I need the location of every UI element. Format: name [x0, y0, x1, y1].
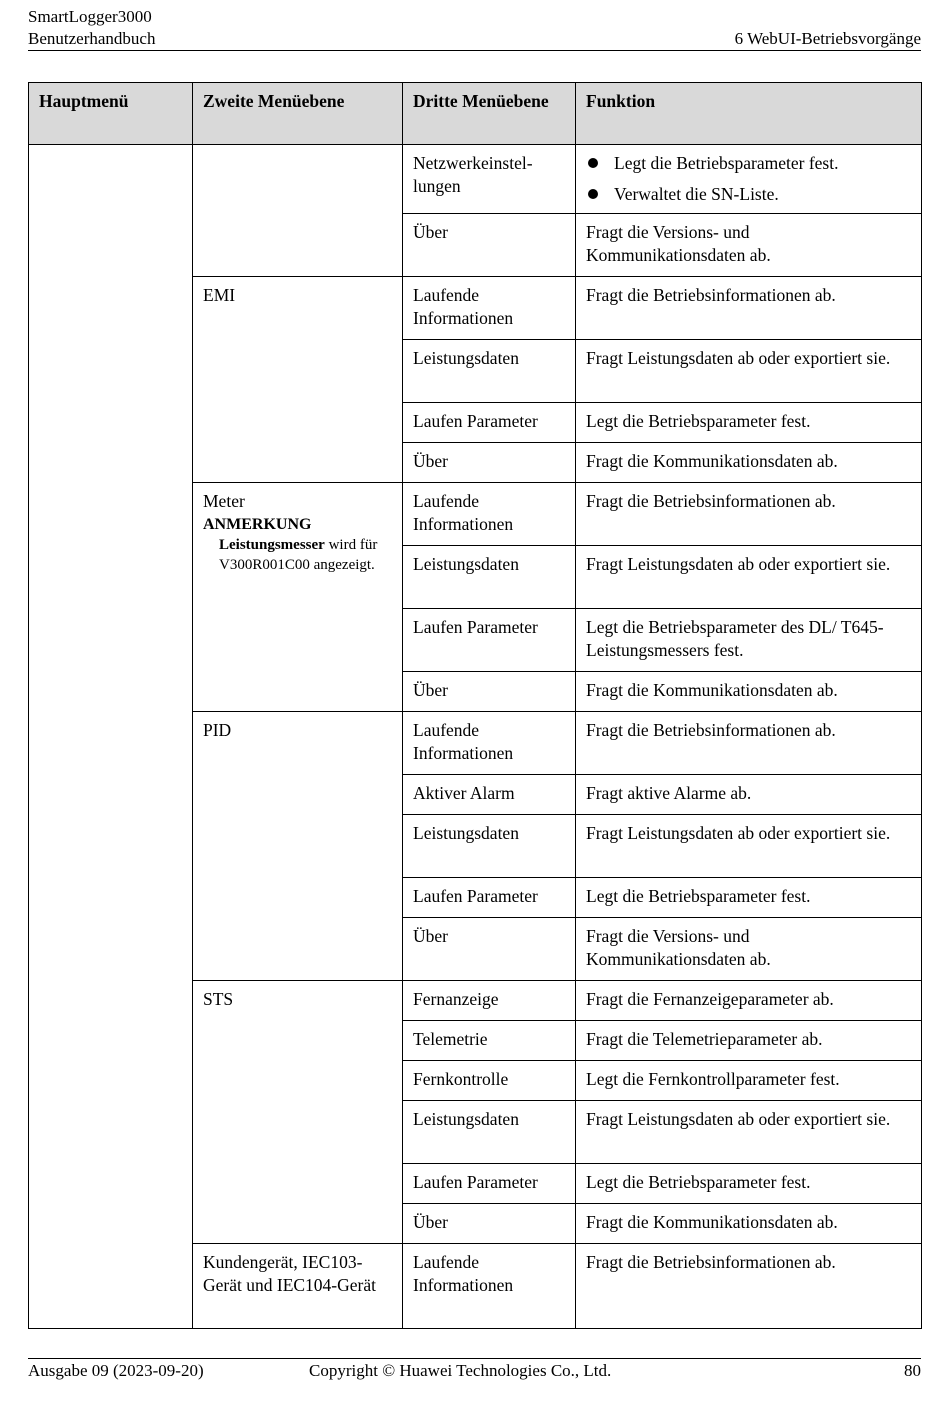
note-body	[203, 535, 392, 575]
function-cell: Fragt die Kommunikationsdaten ab.	[576, 1204, 922, 1244]
third-menu-cell: Über	[403, 918, 576, 981]
bullet-icon	[588, 189, 598, 199]
bullet-text: Legt die Betriebsparameter fest.	[614, 153, 839, 173]
footer-divider	[28, 1358, 921, 1359]
function-cell: Fragt die Betriebsinformationen ab.	[576, 277, 922, 340]
bullet-icon	[588, 158, 598, 168]
column-header: Zweite Menüebene	[193, 83, 403, 145]
second-menu-cell: STS	[193, 981, 403, 1244]
note-text: wird für V300R001C00 angezeigt.	[219, 537, 378, 573]
third-menu-cell: Über	[403, 214, 576, 277]
table-header-row	[29, 83, 922, 145]
function-cell: Legt die Betriebsparameter des DL/ T645-Leistungsmessers fest.	[576, 609, 922, 672]
function-cell: Legt die Betriebsparameter fest.	[576, 403, 922, 443]
page-number: 80	[904, 1361, 921, 1380]
note-title: ANMERKUNG	[203, 516, 312, 533]
third-menu-cell: Laufen Parameter	[403, 878, 576, 918]
third-menu-cell: Aktiver Alarm	[403, 775, 576, 815]
second-menu-cell	[193, 145, 403, 277]
second-menu-cell: PID	[193, 712, 403, 981]
column-header: Hauptmenü	[29, 83, 193, 145]
function-cell	[576, 145, 922, 214]
header-divider	[28, 50, 921, 51]
function-cell: Fragt Leistungsdaten ab oder exportiert sie.	[576, 546, 922, 609]
bullet-text: Verwaltet die SN-Liste.	[614, 184, 779, 204]
third-menu-cell: Laufen Parameter	[403, 403, 576, 443]
function-cell: Legt die Betriebsparameter fest.	[576, 878, 922, 918]
function-cell: Fragt Leistungsdaten ab oder exportiert sie.	[576, 1101, 922, 1164]
third-menu-cell: Laufende Informationen	[403, 483, 576, 546]
second-menu-cell: Kundengerät, IEC103-Gerät und IEC104-Gerät	[193, 1244, 403, 1329]
third-menu-cell: Laufende Informationen	[403, 712, 576, 775]
function-cell: Fragt die Betriebsinformationen ab.	[576, 712, 922, 775]
third-menu-cell: Laufen Parameter	[403, 609, 576, 672]
third-menu-cell: Fernanzeige	[403, 981, 576, 1021]
function-cell: Legt die Betriebsparameter fest.	[576, 1164, 922, 1204]
third-menu-cell: Laufende Informationen	[403, 1244, 576, 1329]
note-bold-text: Leistungsmesser	[219, 537, 325, 553]
column-header: Dritte Menüebene	[403, 83, 576, 145]
function-cell: Legt die Fernkontrollparameter fest.	[576, 1061, 922, 1101]
table-row	[29, 145, 922, 214]
third-menu-cell: Über	[403, 1204, 576, 1244]
third-menu-cell: Netzwerkeinstel-lungen	[403, 145, 576, 214]
third-menu-cell: Leistungsdaten	[403, 815, 576, 878]
chapter-title: 6 WebUI-Betriebsvorgänge	[734, 29, 921, 48]
third-menu-cell: Über	[403, 443, 576, 483]
main-menu-cell	[29, 145, 193, 1329]
function-cell: Fragt die Fernanzeigeparameter ab.	[576, 981, 922, 1021]
function-cell: Fragt die Betriebsinformationen ab.	[576, 1244, 922, 1329]
third-menu-cell: Leistungsdaten	[403, 340, 576, 403]
third-menu-cell: Fernkontrolle	[403, 1061, 576, 1101]
third-menu-cell: Leistungsdaten	[403, 546, 576, 609]
edition-label: Ausgabe 09 (2023-09-20)	[28, 1361, 204, 1380]
function-cell: Fragt Leistungsdaten ab oder exportiert sie.	[576, 815, 922, 878]
copyright-notice: Copyright © Huawei Technologies Co., Ltd.	[309, 1361, 612, 1380]
menu-table	[28, 82, 922, 1329]
bullet-item	[586, 183, 911, 206]
third-menu-cell: Leistungsdaten	[403, 1101, 576, 1164]
third-menu-cell: Telemetrie	[403, 1021, 576, 1061]
function-cell: Fragt Leistungsdaten ab oder exportiert sie.	[576, 340, 922, 403]
function-cell: Fragt aktive Alarme ab.	[576, 775, 922, 815]
third-menu-cell: Über	[403, 672, 576, 712]
document-type: Benutzerhandbuch	[28, 29, 156, 48]
bullet-item	[586, 152, 911, 175]
function-cell: Fragt die Kommunikationsdaten ab.	[576, 672, 922, 712]
product-name: SmartLogger3000	[28, 7, 152, 26]
second-menu-cell	[193, 483, 403, 712]
second-menu-cell: EMI	[193, 277, 403, 483]
function-cell: Fragt die Versions- und Kommunikationsdaten ab.	[576, 918, 922, 981]
page-header-left	[28, 6, 155, 50]
third-menu-cell: Laufende Informationen	[403, 277, 576, 340]
function-cell: Fragt die Kommunikationsdaten ab.	[576, 443, 922, 483]
second-menu-label: Meter	[203, 491, 245, 511]
function-cell: Fragt die Versions- und Kommunikationsdaten ab.	[576, 214, 922, 277]
function-cell: Fragt die Telemetrieparameter ab.	[576, 1021, 922, 1061]
column-header: Funktion	[576, 83, 922, 145]
function-cell: Fragt die Betriebsinformationen ab.	[576, 483, 922, 546]
third-menu-cell: Laufen Parameter	[403, 1164, 576, 1204]
